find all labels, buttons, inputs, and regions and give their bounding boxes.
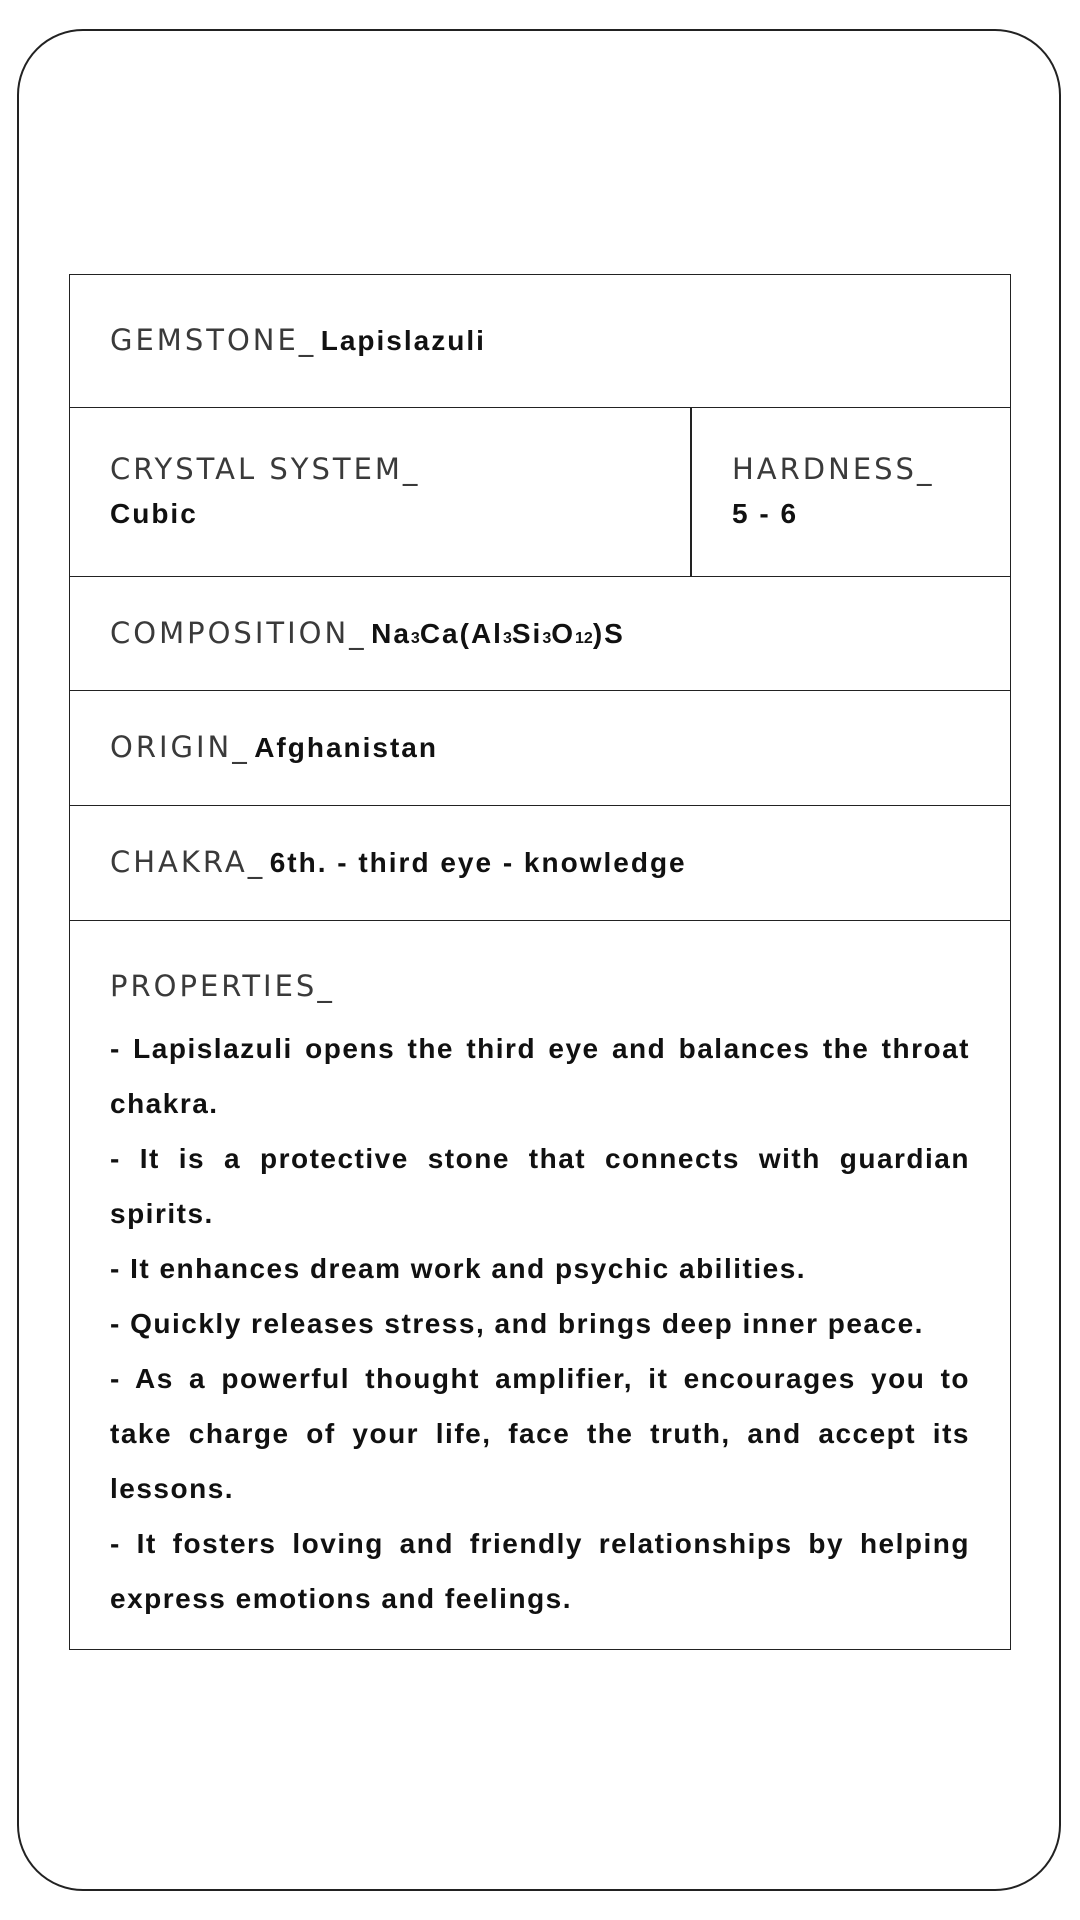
crystal-hardness-row	[70, 408, 1010, 577]
property-item: - As a powerful thought amplifier, it encourages you to take charge of your life, face the truth, and accept its lessons.	[110, 1363, 970, 1504]
crystal-system-cell	[110, 452, 420, 530]
crystal-system-label: CRYSTAL SYSTEM_	[110, 452, 421, 486]
gemstone-label: GEMSTONE_	[110, 323, 317, 357]
hardness-value: 5 - 6	[732, 498, 799, 529]
property-item: - It enhances dream work and psychic abilities.	[110, 1253, 807, 1284]
chakra-value: 6th. - third eye - knowledge	[269, 847, 687, 878]
gemstone-info-table	[69, 274, 1011, 1650]
origin-row	[70, 691, 1010, 806]
property-item: - Lapislazuli opens the third eye and balances the throat chakra.	[110, 1033, 970, 1119]
gemstone-value: Lapislazuli	[320, 325, 486, 356]
formula-sub-3c: 3	[542, 630, 552, 647]
formula-ca-al: Ca(Al	[419, 618, 503, 649]
property-item: - Quickly releases stress, and brings deep inner peace.	[110, 1308, 924, 1339]
chakra-line	[110, 845, 687, 879]
properties-heading	[110, 969, 335, 1003]
property-item: - It is a protective stone that connects with guardian spirits.	[110, 1143, 970, 1229]
composition-label: COMPOSITION_	[110, 616, 367, 650]
hardness-label: HARDNESS_	[732, 452, 935, 486]
origin-label: ORIGIN_	[110, 730, 250, 764]
formula-s: )S	[592, 618, 625, 649]
formula-si: Si	[511, 618, 543, 649]
property-item: - It fosters loving and friendly relationships by helping express emotions and feelings.	[110, 1528, 970, 1614]
hardness-cell	[732, 452, 934, 530]
chakra-label: CHAKRA_	[110, 845, 266, 879]
formula-sub-12: 12	[575, 630, 593, 647]
formula-sub-3b: 3	[502, 630, 512, 647]
properties-label: PROPERTIES_	[110, 969, 335, 1003]
chakra-row	[70, 806, 1010, 921]
composition-row	[70, 577, 1010, 691]
origin-value: Afghanistan	[254, 732, 438, 763]
origin-line	[110, 730, 438, 764]
formula-o: O	[551, 618, 576, 649]
gemstone-line	[110, 323, 486, 357]
gemstone-row	[70, 275, 1010, 408]
properties-list	[110, 1021, 970, 1626]
composition-formula	[371, 618, 625, 649]
vertical-divider	[690, 408, 692, 576]
properties-row	[70, 921, 1010, 1649]
composition-line	[110, 616, 625, 650]
formula-na: Na	[371, 618, 411, 649]
formula-sub-3a: 3	[410, 630, 420, 647]
crystal-system-value: Cubic	[110, 498, 198, 529]
